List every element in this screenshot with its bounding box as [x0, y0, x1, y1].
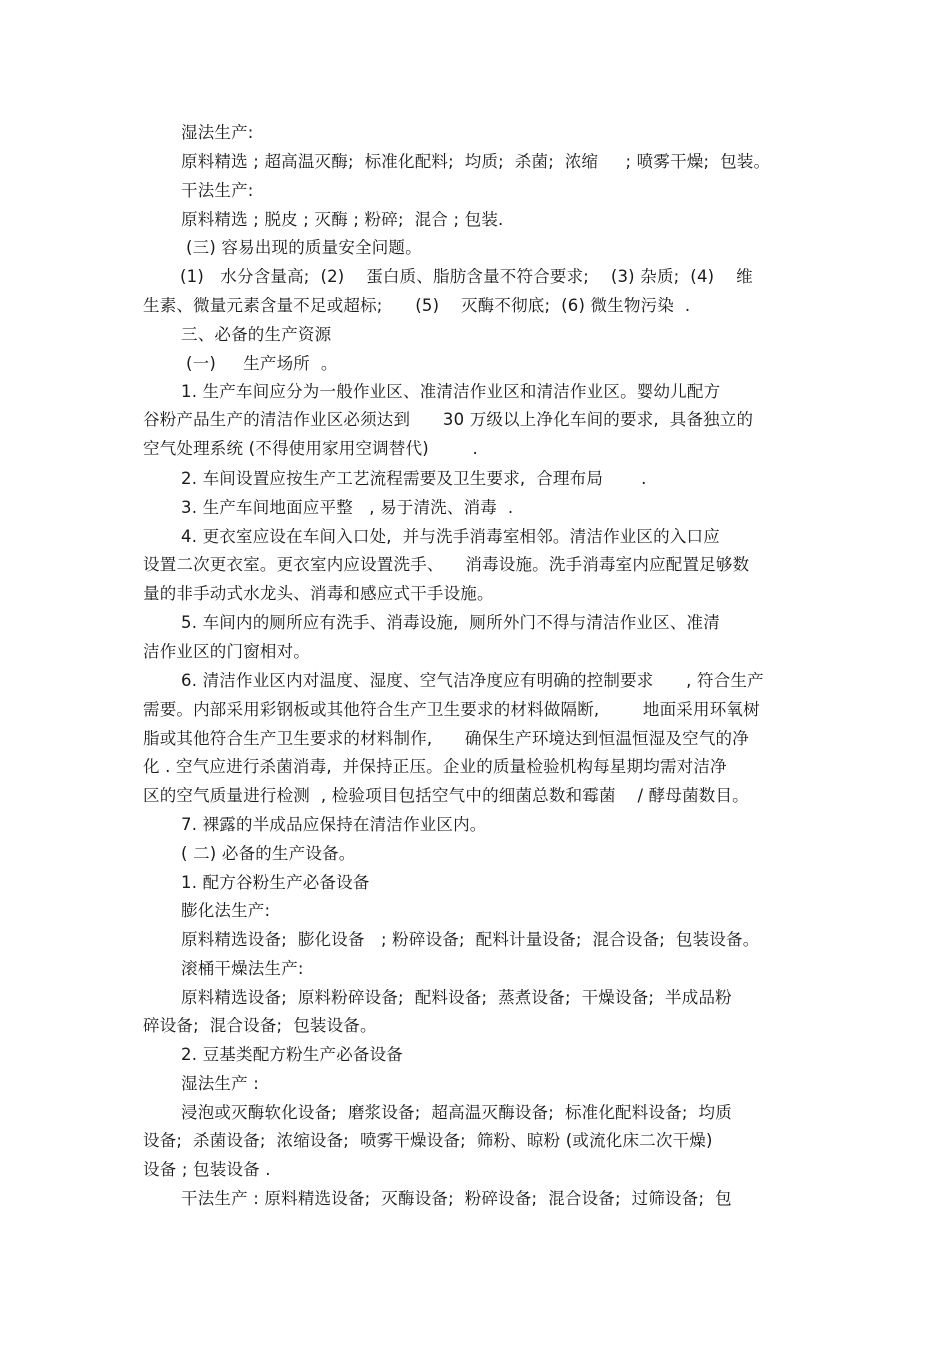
text-line: 脂或其他符合生产卫生要求的材料制作, 确保生产环境达到恒温恒湿及空气的净: [143, 729, 749, 748]
text-line: 量的非手动式水龙头、消毒和感应式干手设施。: [143, 584, 494, 603]
text-line: 设置二次更衣室。更衣室内应设置洗手、 消毒设施。洗手消毒室内应配置足够数: [143, 555, 750, 574]
text-line: 3. 生产车间地面应平整 , 易于清洗、消毒 .: [181, 498, 514, 517]
text-line: 干法生产:: [181, 181, 254, 200]
text-line: 原料精选设备; 原料粉碎设备; 配料设备; 蒸煮设备; 干燥设备; 半成品粉: [181, 988, 732, 1007]
text-line: 6. 清洁作业区内对温度、湿度、空气洁净度应有明确的控制要求 , 符合生产: [181, 671, 764, 690]
text-line: 7. 裸露的半成品应保持在清洁作业区内。: [181, 815, 487, 834]
text-line: 洁作业区的门窗相对。: [143, 642, 310, 661]
text-line: 1. 配方谷粉生产必备设备: [181, 873, 370, 892]
text-line: 浸泡或灭酶软化设备; 磨浆设备; 超高温灭酶设备; 标准化配料设备; 均质: [181, 1103, 732, 1122]
text-line: 空气处理系统 (不得使用家用空调替代) .: [143, 439, 478, 458]
text-line: 区的空气质量进行检测 , 检验项目包括空气中的细菌总数和霉菌 / 酵母菌数目。: [143, 786, 749, 805]
subsection-heading: ( 二) 必备的生产设备。: [181, 844, 356, 863]
text-line: 湿法生产 :: [181, 1074, 260, 1093]
text-line: 谷粉产品生产的清洁作业区必须达到 30 万级以上净化车间的要求, 具备独立的: [143, 410, 754, 429]
text-line: 5. 车间内的厕所应有洗手、消毒设施, 厕所外门不得与清洁作业区、准清: [181, 613, 720, 632]
text-line: 原料精选设备; 膨化设备 ; 粉碎设备; 配料计量设备; 混合设备; 包装设备。: [181, 930, 760, 949]
text-line: 化 . 空气应进行杀菌消毒, 并保持正压。企业的质量检验机构每星期均需对洁净: [143, 757, 727, 776]
text-line: 膨化法生产:: [181, 901, 271, 920]
section-heading: 三、必备的生产资源: [181, 325, 332, 344]
subsection-heading: (一) 生产场所 。: [186, 354, 338, 373]
text-line: 1. 生产车间应分为一般作业区、准清洁作业区和清洁作业区。婴幼儿配方: [181, 382, 721, 401]
text-line: 2. 车间设置应按生产工艺流程需要及卫生要求, 合理布局 .: [181, 469, 647, 488]
text-line: 需要。内部采用彩钢板或其他符合生产卫生要求的材料做隔断, 地面采用环氧树: [143, 700, 760, 719]
text-line: 4. 更衣室应设在车间入口处, 并与洗手消毒室相邻。清洁作业区的入口应: [181, 527, 720, 546]
text-line: 碎设备; 混合设备; 包装设备。: [143, 1016, 377, 1035]
text-line: 干法生产 : 原料精选设备; 灭酶设备; 粉碎设备; 混合设备; 过筛设备; 包: [181, 1189, 732, 1208]
text-line: 设备 ; 包装设备 .: [143, 1160, 271, 1179]
text-line: 湿法生产:: [181, 123, 254, 142]
text-line: 原料精选 ; 脱皮 ; 灭酶 ; 粉碎; 混合 ; 包装.: [181, 210, 504, 229]
text-line: (三) 容易出现的质量安全问题。: [186, 238, 422, 257]
text-line: 生素、微量元素含量不足或超标; (5) 灭酶不彻底; (6) 微生物污染 .: [143, 296, 691, 315]
text-line: 原料精选 ; 超高温灭酶; 标准化配料; 均质; 杀菌; 浓缩 ; 喷雾干燥; 包装。: [181, 152, 771, 171]
text-line: 2. 豆基类配方粉生产必备设备: [181, 1045, 403, 1064]
text-line: 滚桶干燥法生产:: [181, 959, 304, 978]
text-line: 设备; 杀菌设备; 浓缩设备; 喷雾干燥设备; 筛粉、晾粉 (或流化床二次干燥): [143, 1131, 713, 1150]
text-line: (1) 水分含量高; (2) 蛋白质、脂肪含量不符合要求; (3) 杂质; (4) 维: [180, 267, 753, 286]
